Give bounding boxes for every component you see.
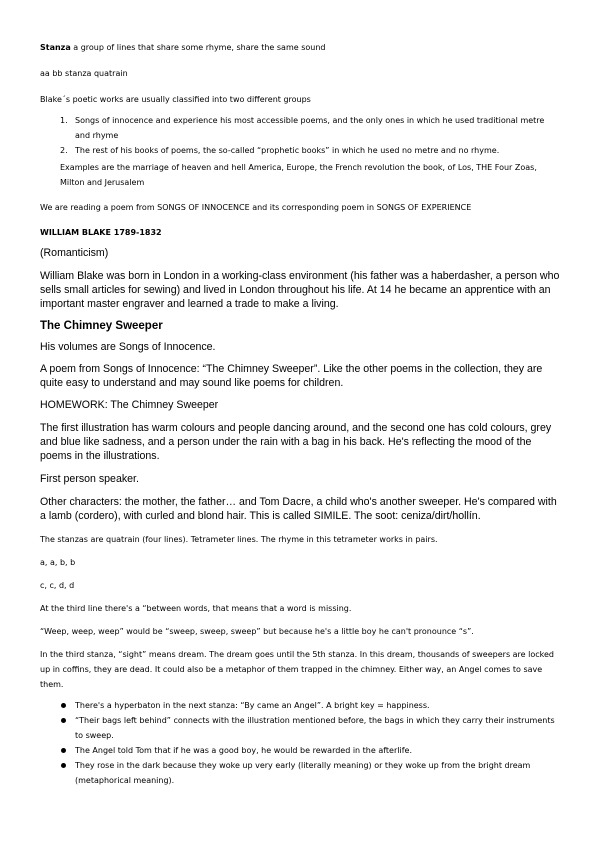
groups-intro: Blake´s poetic works are usually classified into two different groups xyxy=(40,95,311,104)
list-text: They rose in the dark because they woke up very early (literally meaning) or they woke up from the bright dream (metaphorical meaning). xyxy=(75,761,531,785)
movement-label: (Romanticism) xyxy=(40,247,109,259)
list-number: 1. xyxy=(60,116,68,125)
volumes-paragraph: His volumes are Songs of Innocence. xyxy=(40,341,216,353)
list-text: There's a hyperbaton in the next stanza: “By came an Angel”. A bright key = happiness. xyxy=(75,701,430,710)
rhyme-scheme-line: aa bb stanza quatrain xyxy=(40,69,128,78)
homework-line: HOMEWORK: The Chimney Sweeper xyxy=(40,399,219,411)
groups-list xyxy=(40,113,560,158)
stanza-term: Stanza xyxy=(40,43,71,52)
list-number: 2. xyxy=(60,146,68,155)
list-item xyxy=(40,743,560,758)
poem-heading: The Chimney Sweeper xyxy=(40,320,163,332)
bullet-icon xyxy=(61,703,66,708)
examples-paragraph: Examples are the marriage of heaven and hell America, Europe, the French revolution the book, of Los, THE Four Zoas, Milton and Jerusalem xyxy=(60,163,537,187)
author-heading: WILLIAM BLAKE 1789-1832 xyxy=(40,228,162,237)
dream-paragraph: In the third stanza, “sight” means dream. The dream goes until the 5th stanza. In this dream, thousands of sweepers are locked up in coffins, they are dead. It could also be a metaphor of them trapped in the chimney. Either way, an Angel comes to save them. xyxy=(40,650,554,689)
list-text: The Angel told Tom that if he was a good boy, he would be rewarded in the afterlife. xyxy=(75,746,412,755)
list-item xyxy=(40,698,560,713)
reading-paragraph: We are reading a poem from SONGS OF INNOCENCE and its corresponding poem in SONGS OF EXPERIENCE xyxy=(40,203,472,212)
list-item xyxy=(40,113,560,143)
stanzas-paragraph: The stanzas are quatrain (four lines). Tetrameter lines. The rhyme in this tetrameter works in pairs. xyxy=(40,535,438,544)
list-text: Songs of innocence and experience his most accessible poems, and the only ones in which he used traditional metre and rhyme xyxy=(75,116,545,140)
weep-paragraph: “Weep, weep, weep” would be “sweep, sweep, sweep” but because he's a little boy he can't pronounce “s”. xyxy=(40,627,474,636)
list-item xyxy=(40,758,560,788)
characters-paragraph: Other characters: the mother, the father… and Tom Dacre, a child who's another sweeper. He's compared with a lamb (cordero), with curled and blond hair. This is called SIMILE. The soot: ceniza/dirt/hollín. xyxy=(40,496,557,522)
bullet-icon xyxy=(61,763,66,768)
bullet-list xyxy=(40,698,560,788)
illustration-paragraph: The first illustration has warm colours and people dancing around, and the second one has cold colours, grey and blue like sadness, and a person under the rain with a bag in his back. He's reflecting the mood of the poems in the illustrations. xyxy=(40,422,552,462)
list-text: “Their bags left behind” connects with the illustration mentioned before, the bags in which they carry their instruments to sweep. xyxy=(75,716,555,740)
list-text: The rest of his books of poems, the so-called “prophetic books” in which he used no metre and no rhyme. xyxy=(75,146,500,155)
speaker-line: First person speaker. xyxy=(40,473,139,485)
scheme-line-1: a, a, b, b xyxy=(40,558,76,567)
bio-paragraph: William Blake was born in London in a working-class environment (his father was a haberdasher, a person who sells small articles for sewing) and lived in London throughout his life. At 14 he became an apprentice with an important master engraver and learned a trade to make a living. xyxy=(40,270,560,310)
poem-intro-paragraph: A poem from Songs of Innocence: “The Chimney Sweeper”. Like the other poems in the collection, they are quite easy to understand and may sound like poems for children. xyxy=(40,363,543,389)
list-item xyxy=(40,143,560,158)
scheme-line-2: c, c, d, d xyxy=(40,581,75,590)
bullet-icon xyxy=(61,718,66,723)
third-line-paragraph: At the third line there's a “between words, that means that a word is missing. xyxy=(40,604,352,613)
list-item xyxy=(40,713,560,743)
document-page xyxy=(40,40,560,788)
bullet-icon xyxy=(61,748,66,753)
stanza-definition-text: a group of lines that share some rhyme, share the same sound xyxy=(70,43,326,52)
stanza-definition xyxy=(40,40,560,55)
